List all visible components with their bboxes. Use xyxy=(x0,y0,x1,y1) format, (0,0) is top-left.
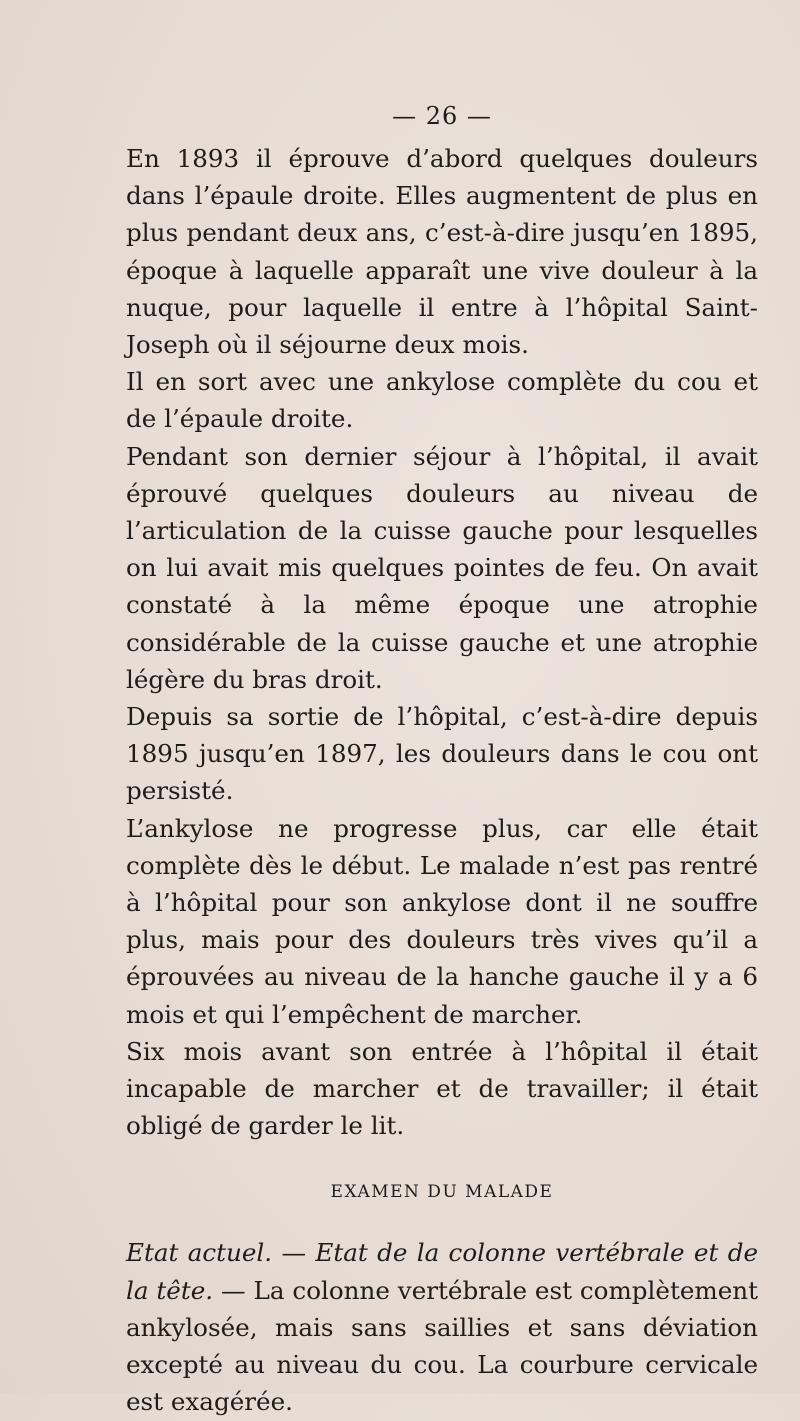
section-italic-lead: Etat actuel. — Etat de la colonne vertébrale et de la tête. xyxy=(126,1238,758,1305)
section-text: — La colonne vertébrale est complètement ankylosée, mais sans saillies et sans déviation excepté au niveau du cou. La courbure cervicale est exagérée. xyxy=(126,1275,758,1417)
paragraph-5: L’ankylose ne progresse plus, car elle était complète dès le début. Le malade n’est pas rentré à l’hôpital pour son ankylose dont il ne souffre plus, mais pour des douleurs très vives qu’il a éprouvées au niveau de la hanche gauche il y a 6 mois et qui l’empêchent de marcher. xyxy=(126,813,758,1029)
section-spacer xyxy=(126,1144,758,1172)
paragraph-4: Depuis sa sortie de l’hôpital, c’est-à-dire depuis 1895 jusqu’en 1897, les douleurs dans le cou ont persisté. xyxy=(126,702,758,806)
paragraph-1: En 1893 il éprouve d’abord quelques douleurs dans l’épaule droite. Elles augmentent de plus en plus pendant deux ans, c’est-à-dire jusqu’en 1895, époque à laquelle apparaît une vive douleur à la nuque, pour laquelle il entre à l’hôpital Saint-Joseph où il séjourne deux mois. xyxy=(126,144,758,360)
page-number: — 26 — xyxy=(392,102,492,130)
section-heading: EXAMEN DU MALADE xyxy=(330,1182,554,1203)
section-spacer-2 xyxy=(126,1212,758,1234)
paragraph-6: Six mois avant son entrée à l’hôpital il était incapable de marcher et de travailler; il était obligé de garder le lit. xyxy=(126,1036,758,1141)
document-page xyxy=(126,96,758,1421)
paragraph-3: Pendant son dernier séjour à l’hôpital, il avait éprouvé quelques douleurs au niveau de l’articulation de la cuisse gauche pour lesquelles on lui avait mis quelques pointes de feu. On avait constaté à la même époque une atrophie considérable de la cuisse gauche et une atrophie légère du bras droit. xyxy=(126,441,758,694)
paragraph-2: Il en sort avec une ankylose complète du cou et de l’épaule droite. xyxy=(126,367,758,434)
